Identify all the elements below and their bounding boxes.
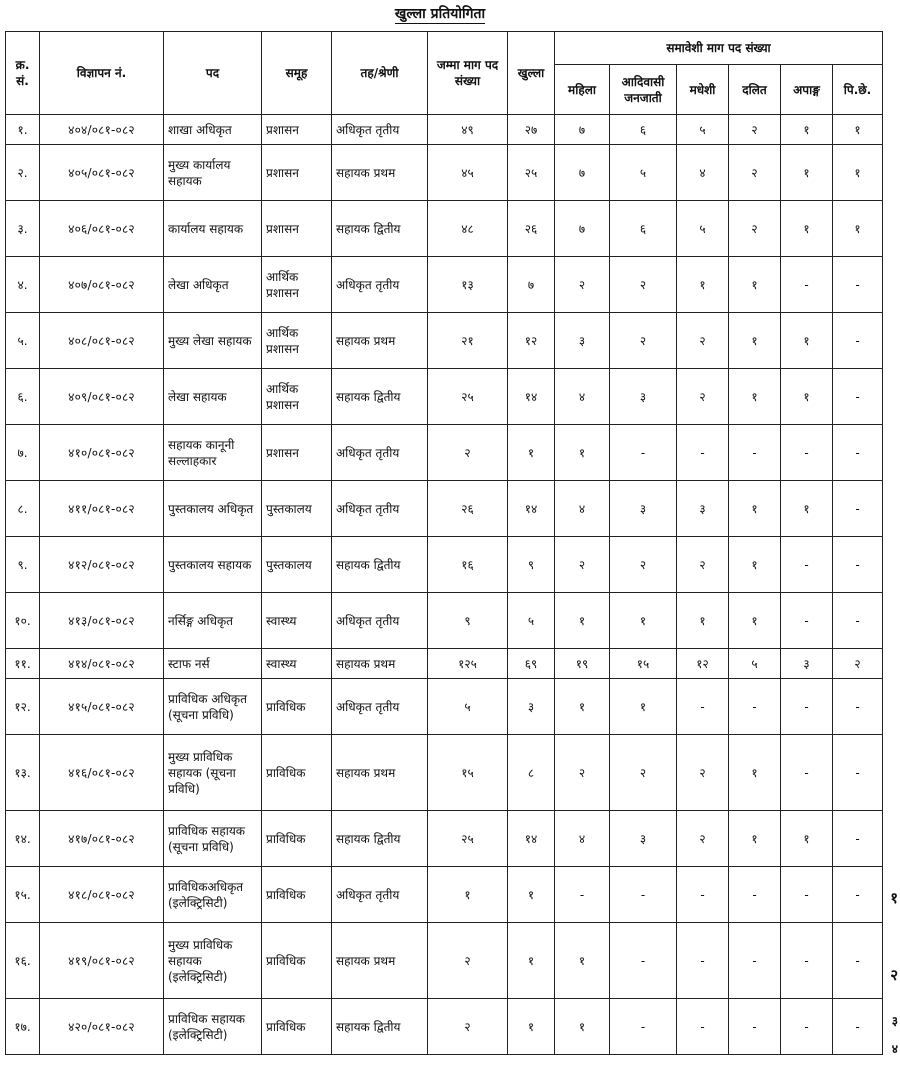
cell-women: २ (555, 257, 610, 313)
cell-open: १ (508, 999, 555, 1055)
cell-adv: ४१४/०८१-०८२ (40, 649, 164, 679)
cell-dalit: २ (729, 201, 781, 257)
table-row (6, 201, 883, 257)
cell-adv: ४११/०८१-०८२ (40, 481, 164, 537)
cell-level: अधिकृत तृतीय (332, 481, 428, 537)
cell-women: ७ (555, 145, 610, 201)
cell-dalit: १ (729, 257, 781, 313)
cell-total: २६ (428, 481, 508, 537)
table-row (6, 999, 883, 1055)
cell-apanga: - (781, 257, 833, 313)
cell-adv: ४१८/०८१-०८२ (40, 867, 164, 923)
cell-group: प्राविधिक (262, 811, 332, 867)
header-adv: विज्ञापन नं. (40, 32, 164, 115)
cell-madhesi: - (677, 867, 729, 923)
cell-total: १ (428, 867, 508, 923)
cell-group: पुस्तकालय (262, 537, 332, 593)
cell-level: सहायक प्रथम (332, 649, 428, 679)
cell-level: अधिकृत तृतीय (332, 257, 428, 313)
cell-post: प्राविधिक सहायक (सूचना प्रविधि) (164, 811, 262, 867)
side-number: १ (890, 889, 898, 907)
cell-dalit: - (729, 867, 781, 923)
cell-women: ४ (555, 369, 610, 425)
cell-total: २ (428, 999, 508, 1055)
cell-open: १ (508, 923, 555, 999)
table-row (6, 867, 883, 923)
table-row (6, 369, 883, 425)
cell-apanga: १ (781, 481, 833, 537)
cell-pichhe: - (833, 537, 883, 593)
cell-apanga: १ (781, 145, 833, 201)
cell-dalit: - (729, 425, 781, 481)
cell-madhesi: ५ (677, 201, 729, 257)
cell-adivasi: ६ (610, 115, 677, 145)
cell-level: अधिकृत तृतीय (332, 867, 428, 923)
cell-level: सहायक द्वितीय (332, 999, 428, 1055)
cell-adv: ४१६/०८१-०८२ (40, 735, 164, 811)
cell-level: सहायक प्रथम (332, 923, 428, 999)
cell-adivasi: १ (610, 593, 677, 649)
cell-apanga: १ (781, 811, 833, 867)
cell-open: २५ (508, 145, 555, 201)
cell-total: २ (428, 923, 508, 999)
cell-madhesi: - (677, 679, 729, 735)
cell-sn: १. (6, 115, 40, 145)
cell-sn: १२. (6, 679, 40, 735)
cell-group: प्राविधिक (262, 999, 332, 1055)
cell-total: ४५ (428, 145, 508, 201)
cell-total: ४९ (428, 115, 508, 145)
cell-adv: ४१०/०८१-०८२ (40, 425, 164, 481)
cell-open: १४ (508, 481, 555, 537)
cell-pichhe: - (833, 999, 883, 1055)
cell-apanga: - (781, 593, 833, 649)
cell-pichhe: - (833, 481, 883, 537)
cell-level: सहायक प्रथम (332, 145, 428, 201)
cell-open: १२ (508, 313, 555, 369)
cell-adv: ४०७/०८१-०८२ (40, 257, 164, 313)
cell-women: ३ (555, 313, 610, 369)
cell-women: - (555, 867, 610, 923)
cell-level: सहायक द्वितीय (332, 369, 428, 425)
cell-sn: १४. (6, 811, 40, 867)
header-group: समूह (262, 32, 332, 115)
cell-group: प्राविधिक (262, 923, 332, 999)
cell-group: पुस्तकालय (262, 481, 332, 537)
cell-total: १२५ (428, 649, 508, 679)
cell-adv: ४०९/०८१-०८२ (40, 369, 164, 425)
cell-women: १ (555, 923, 610, 999)
cell-apanga: १ (781, 201, 833, 257)
cell-adivasi: - (610, 999, 677, 1055)
cell-group: प्राविधिक (262, 735, 332, 811)
cell-women: २ (555, 735, 610, 811)
cell-women: ४ (555, 811, 610, 867)
cell-open: १ (508, 425, 555, 481)
cell-sn: ३. (6, 201, 40, 257)
cell-sn: १६. (6, 923, 40, 999)
cell-total: १५ (428, 735, 508, 811)
cell-dalit: १ (729, 593, 781, 649)
cell-madhesi: ५ (677, 115, 729, 145)
cell-adv: ४१३/०८१-०८२ (40, 593, 164, 649)
cell-level: सहायक प्रथम (332, 735, 428, 811)
cell-open: २६ (508, 201, 555, 257)
cell-dalit: २ (729, 115, 781, 145)
cell-sn: ४. (6, 257, 40, 313)
cell-apanga: - (781, 923, 833, 999)
table-row (6, 313, 883, 369)
cell-post: प्राविधिक सहायक (इलेक्ट्रिसिटी) (164, 999, 262, 1055)
cell-adivasi: ३ (610, 369, 677, 425)
cell-total: ५ (428, 679, 508, 735)
cell-women: २ (555, 537, 610, 593)
cell-madhesi: ३ (677, 481, 729, 537)
cell-adv: ४०५/०८१-०८२ (40, 145, 164, 201)
cell-post: प्राविधिकअधिकृत (इलेक्ट्रिसिटी) (164, 867, 262, 923)
cell-total: २५ (428, 369, 508, 425)
cell-open: ८ (508, 735, 555, 811)
cell-adivasi: ३ (610, 811, 677, 867)
cell-madhesi: २ (677, 537, 729, 593)
cell-dalit: ५ (729, 649, 781, 679)
side-number: २ (890, 966, 898, 984)
cell-adivasi: ६ (610, 201, 677, 257)
page-title: खुल्ला प्रतियोगिता (394, 6, 486, 22)
cell-open: १४ (508, 369, 555, 425)
cell-dalit: १ (729, 369, 781, 425)
cell-group: आर्थिक प्रशासन (262, 257, 332, 313)
header-pichhe: पि.छे. (833, 65, 883, 115)
cell-madhesi: - (677, 425, 729, 481)
cell-sn: ५. (6, 313, 40, 369)
cell-adivasi: २ (610, 537, 677, 593)
header-dalit: दलित (729, 65, 781, 115)
cell-sn: २. (6, 145, 40, 201)
cell-madhesi: १ (677, 257, 729, 313)
cell-pichhe: - (833, 923, 883, 999)
side-number: ४ (891, 1042, 898, 1056)
table-row (6, 537, 883, 593)
cell-apanga: १ (781, 369, 833, 425)
cell-group: प्रशासन (262, 145, 332, 201)
cell-apanga: - (781, 425, 833, 481)
table-row (6, 481, 883, 537)
header-women: महिला (555, 65, 610, 115)
cell-open: ९ (508, 537, 555, 593)
cell-post: स्टाफ नर्स (164, 649, 262, 679)
cell-pichhe: - (833, 313, 883, 369)
cell-open: ५ (508, 593, 555, 649)
cell-total: १६ (428, 537, 508, 593)
cell-post: मुख्य प्राविधिक सहायक (इलेक्ट्रिसिटी) (164, 923, 262, 999)
table-row (6, 811, 883, 867)
cell-madhesi: - (677, 999, 729, 1055)
cell-adv: ४१७/०८१-०८२ (40, 811, 164, 867)
cell-pichhe: - (833, 257, 883, 313)
cell-level: अधिकृत तृतीय (332, 593, 428, 649)
cell-post: लेखा सहायक (164, 369, 262, 425)
cell-sn: ११. (6, 649, 40, 679)
cell-madhesi: - (677, 923, 729, 999)
cell-madhesi: १ (677, 593, 729, 649)
cell-post: लेखा अधिकृत (164, 257, 262, 313)
cell-madhesi: २ (677, 811, 729, 867)
cell-total: २१ (428, 313, 508, 369)
cell-adivasi: - (610, 425, 677, 481)
cell-group: आर्थिक प्रशासन (262, 313, 332, 369)
table-row (6, 735, 883, 811)
cell-level: सहायक द्वितीय (332, 201, 428, 257)
cell-post: मुख्य कार्यालय सहायक (164, 145, 262, 201)
cell-sn: ७. (6, 425, 40, 481)
table-row (6, 679, 883, 735)
cell-adivasi: २ (610, 735, 677, 811)
table-row (6, 115, 883, 145)
cell-adv: ४१२/०८१-०८२ (40, 537, 164, 593)
cell-adivasi: ५ (610, 145, 677, 201)
cell-adivasi: - (610, 867, 677, 923)
cell-dalit: - (729, 999, 781, 1055)
cell-pichhe: - (833, 679, 883, 735)
cell-pichhe: - (833, 867, 883, 923)
cell-women: १९ (555, 649, 610, 679)
cell-adivasi: - (610, 923, 677, 999)
cell-post: नर्सिङ्ग अधिकृत (164, 593, 262, 649)
cell-pichhe: - (833, 593, 883, 649)
cell-apanga: १ (781, 115, 833, 145)
cell-apanga: - (781, 735, 833, 811)
cell-total: ४८ (428, 201, 508, 257)
cell-open: ६९ (508, 649, 555, 679)
table-row (6, 425, 883, 481)
cell-post: पुस्तकालय सहायक (164, 537, 262, 593)
cell-level: सहायक प्रथम (332, 313, 428, 369)
cell-women: ७ (555, 201, 610, 257)
cell-sn: ८. (6, 481, 40, 537)
cell-dalit: १ (729, 735, 781, 811)
cell-madhesi: २ (677, 735, 729, 811)
cell-level: सहायक द्वितीय (332, 811, 428, 867)
header-level: तह/श्रेणी (332, 32, 428, 115)
cell-adv: ४०८/०८१-०८२ (40, 313, 164, 369)
cell-post: मुख्य प्राविधिक सहायक (सूचना प्रविधि) (164, 735, 262, 811)
cell-group: प्रशासन (262, 425, 332, 481)
cell-group: प्राविधिक (262, 867, 332, 923)
cell-adivasi: १ (610, 679, 677, 735)
cell-women: १ (555, 679, 610, 735)
vacancy-table (5, 31, 883, 1055)
cell-post: पुस्तकालय अधिकृत (164, 481, 262, 537)
cell-madhesi: २ (677, 313, 729, 369)
cell-women: १ (555, 425, 610, 481)
cell-apanga: - (781, 999, 833, 1055)
cell-apanga: - (781, 679, 833, 735)
cell-total: २५ (428, 811, 508, 867)
header-inclusive: समावेशी माग पद संख्या (555, 32, 883, 65)
cell-sn: १३. (6, 735, 40, 811)
cell-adivasi: ३ (610, 481, 677, 537)
cell-women: १ (555, 999, 610, 1055)
cell-women: १ (555, 593, 610, 649)
cell-group: आर्थिक प्रशासन (262, 369, 332, 425)
table-row (6, 649, 883, 679)
cell-pichhe: १ (833, 115, 883, 145)
cell-post: शाखा अधिकृत (164, 115, 262, 145)
cell-group: स्वास्थ्य (262, 593, 332, 649)
header-adivasi: आदिवासी जनजाती (610, 65, 677, 115)
cell-level: अधिकृत तृतीय (332, 425, 428, 481)
cell-post: सहायक कानूनी सल्लाहकार (164, 425, 262, 481)
header-madhesi: मधेशी (677, 65, 729, 115)
cell-open: २७ (508, 115, 555, 145)
cell-adivasi: २ (610, 257, 677, 313)
cell-women: ७ (555, 115, 610, 145)
cell-adivasi: १५ (610, 649, 677, 679)
cell-madhesi: २ (677, 369, 729, 425)
cell-level: अधिकृत तृतीय (332, 679, 428, 735)
cell-adv: ४१५/०८१-०८२ (40, 679, 164, 735)
cell-post: प्राविधिक अधिकृत (सूचना प्रविधि) (164, 679, 262, 735)
cell-group: स्वास्थ्य (262, 649, 332, 679)
cell-open: ७ (508, 257, 555, 313)
cell-adv: ४१९/०८१-०८२ (40, 923, 164, 999)
header-apanga: अपाङ्ग (781, 65, 833, 115)
header-sn: क्र. सं. (6, 32, 40, 115)
cell-pichhe: - (833, 425, 883, 481)
cell-pichhe: १ (833, 201, 883, 257)
cell-dalit: - (729, 923, 781, 999)
cell-dalit: १ (729, 537, 781, 593)
cell-group: प्राविधिक (262, 679, 332, 735)
cell-sn: १७. (6, 999, 40, 1055)
table-row (6, 257, 883, 313)
cell-dalit: १ (729, 313, 781, 369)
cell-madhesi: १२ (677, 649, 729, 679)
cell-sn: ६. (6, 369, 40, 425)
table-row (6, 923, 883, 999)
cell-pichhe: - (833, 811, 883, 867)
header-total: जम्मा माग पद संख्या (428, 32, 508, 115)
cell-pichhe: - (833, 369, 883, 425)
cell-madhesi: ४ (677, 145, 729, 201)
cell-group: प्रशासन (262, 201, 332, 257)
cell-adv: ४०४/०८१-०८२ (40, 115, 164, 145)
cell-pichhe: - (833, 735, 883, 811)
header-post: पद (164, 32, 262, 115)
cell-group: प्रशासन (262, 115, 332, 145)
table-row (6, 145, 883, 201)
cell-adv: ४२०/०८१-०८२ (40, 999, 164, 1055)
cell-total: ९ (428, 593, 508, 649)
cell-dalit: १ (729, 481, 781, 537)
cell-total: २ (428, 425, 508, 481)
cell-pichhe: २ (833, 649, 883, 679)
cell-apanga: - (781, 537, 833, 593)
cell-apanga: - (781, 867, 833, 923)
cell-open: १ (508, 867, 555, 923)
cell-women: ४ (555, 481, 610, 537)
cell-apanga: ३ (781, 649, 833, 679)
cell-post: कार्यालय सहायक (164, 201, 262, 257)
cell-open: ३ (508, 679, 555, 735)
cell-sn: १०. (6, 593, 40, 649)
header-open: खुल्ला (508, 32, 555, 115)
cell-total: १३ (428, 257, 508, 313)
cell-sn: १५. (6, 867, 40, 923)
cell-dalit: १ (729, 811, 781, 867)
cell-adivasi: २ (610, 313, 677, 369)
cell-post: मुख्य लेखा सहायक (164, 313, 262, 369)
cell-dalit: २ (729, 145, 781, 201)
cell-level: सहायक द्वितीय (332, 537, 428, 593)
cell-sn: ९. (6, 537, 40, 593)
cell-open: १४ (508, 811, 555, 867)
cell-dalit: - (729, 679, 781, 735)
cell-adv: ४०६/०८१-०८२ (40, 201, 164, 257)
cell-level: अधिकृत तृतीय (332, 115, 428, 145)
table-row (6, 593, 883, 649)
cell-apanga: १ (781, 313, 833, 369)
cell-pichhe: १ (833, 145, 883, 201)
side-number: ३ (891, 1014, 898, 1028)
